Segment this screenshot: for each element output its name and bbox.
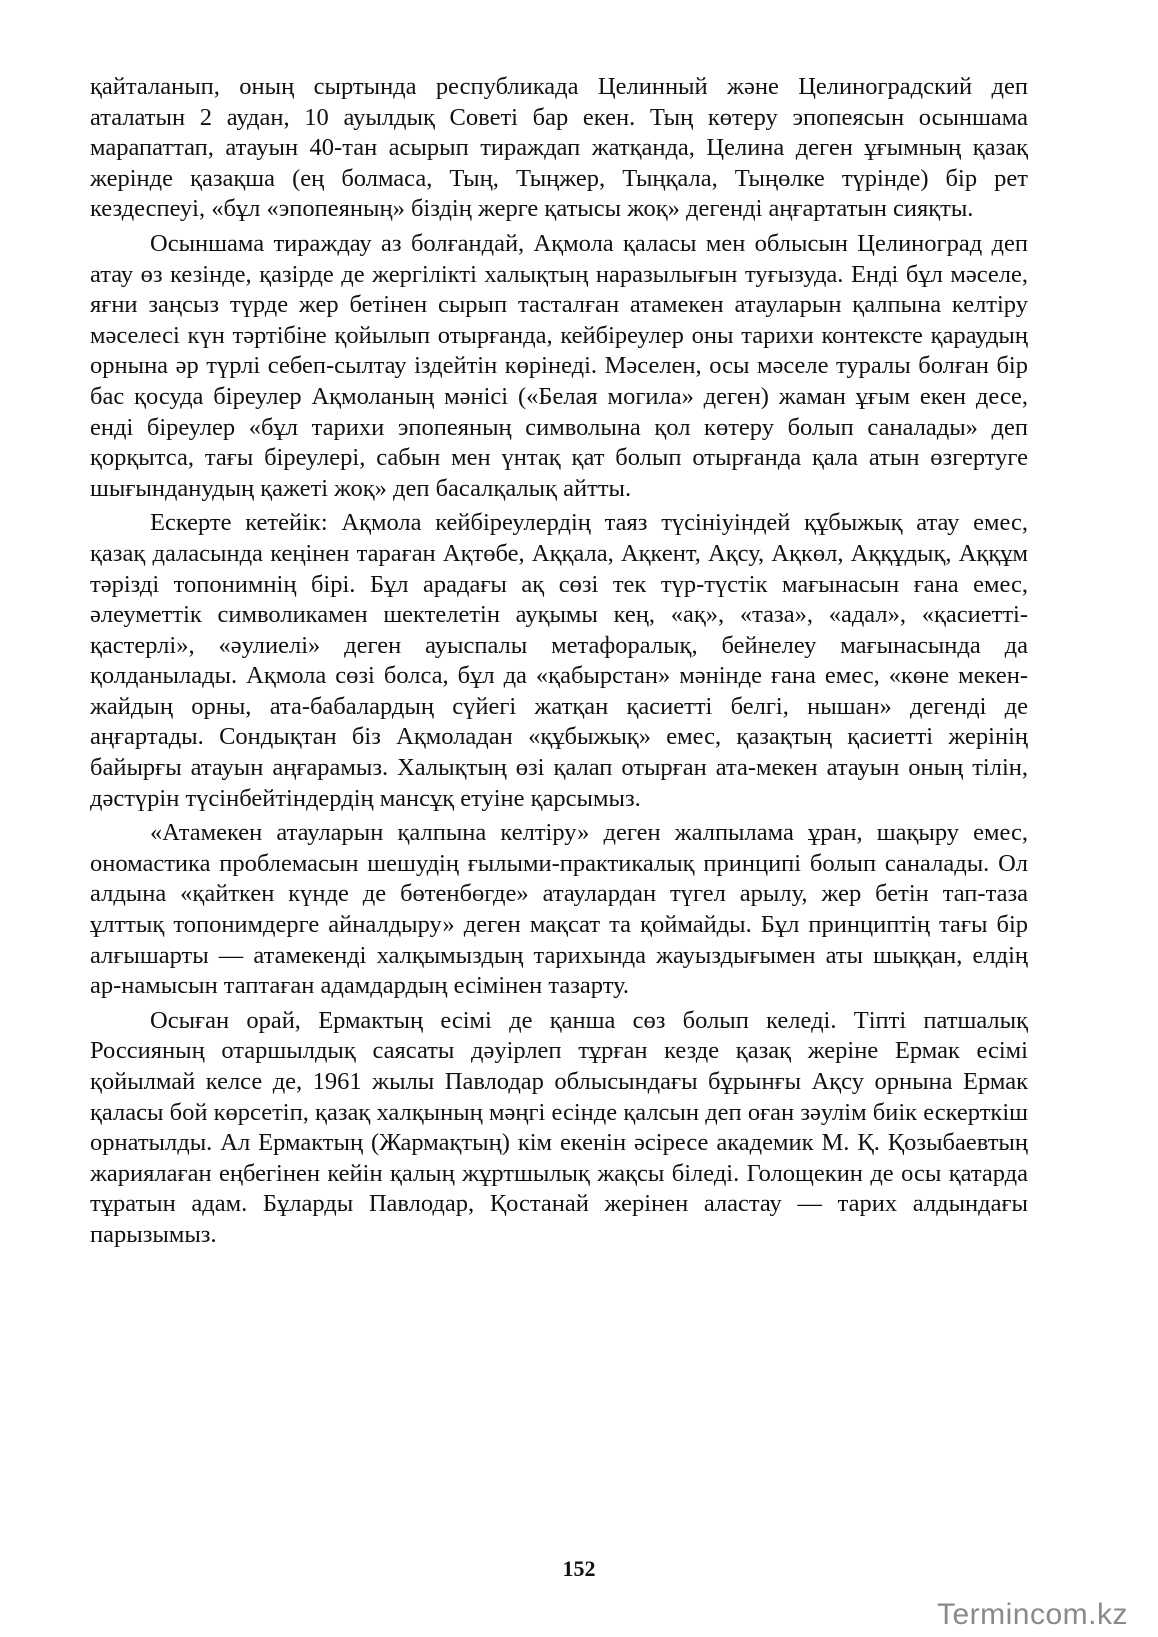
page-number: 152: [562, 1556, 596, 1581]
paragraph-3: Ескерте кетейік: Ақмола кейбіреулердің таяз түсініуіндей құбыжық атау емес, қазақ даласында кеңінен тараған Ақтөбе, Аққала, Ақкент, Ақсу, Ақкөл, Аққұдық, Аққұм тәрізді топонимнің бірі. Бұл арадағы ақ сөзі тек түр-түстік мағынасын ғана емес, әлеуметтік символикамен шектелетін ауқымы кең, «ақ», «таза», «адал», «қасиетті-қастерлі», «әулиелі» деген ауыспалы метафоралық, бейнелеу мағынасында да қолданылады. Ақмола сөзі болса, бұл да «қабырстан» мәнінде ғана емес, «көне мекен-жайдың орны, ата-бабалардың сүйегі жатқан қасиетті белгі, нышан» дегенді де аңғартады. Сондықтан біз Ақмоладан «құбыжық» емес, қазақтың қасиетті жерінің байырғы атауын аңғарамыз. Халықтың өзі қалап отырған ата-мекен атауын оның тілін, дәстүрін түсінбейтіндердің мансұқ етуіне қарсымыз.: [90, 509, 1028, 812]
paragraph-5: Осыған орай, Ермактың есімі де қанша сөз болып келеді. Тіпті патшалық Россияның отаршылдық саясаты дәуірлеп тұрған кезде қазақ жеріне Ермак есімі қойылмай келсе де, 1961 жылы Павлодар облысындағы бұрынғы Ақсу орнына Ермак қаласы бой көрсетіп, қазақ халқының мәңгі есінде қалсын деп оған зәулім биік ескерткіш орнатылды. Ал Ермактың (Жармақтың) кім екенін әсіресе академик М. Қ. Қозыбаевтың жариялаған еңбегінен кейін қалың жұртшылық жақсы біледі. Голощекин де осы қатарда тұратын адам. Бұларды Павлодар, Қостанай жерінен аластау — тарих алдындағы парызымыз.: [90, 1006, 1028, 1248]
watermark: Termincom.kz: [936, 1598, 1128, 1631]
paragraph-1: қайталанып, оның сыртында республикада Целинный және Целиноградский деп аталатын 2 аудан, 10 ауылдық Советі бар екен. Тың көтеру эпопеясын осыншама марапаттап, атауын 40-тан асырып тираждап жатқанда, Целина деген ұғымның қазақ жерінде қазақша (ең болмаса, Тың, Тыңжер, Тыңқала, Тыңөлке түрінде) бір рет кездеспеуі, «бұл «эпопеяның» біздің жерге қатысы жоқ» дегенді аңғартатын сияқты.: [90, 73, 1028, 223]
paragraph-2: Осыншама тираждау аз болғандай, Ақмола қаласы мен облысын Целиноград деп атау өз кезінде, қазірде де жергілікті халықтың наразылығын туғызуда. Енді бұл мәселе, яғни заңсыз түрде жер бетінен сырып тасталған атамекен атауларын қалпына келтіру мәселесі күн тәртібіне қойылып отырғанда, кейбіреулер оны тарихи контексте қараудың орнына әр түрлі себеп-сылтау іздейтін көрінеді. Мәселен, осы мәселе туралы болған бір бас қосуда біреулер Ақмоланың мәнісі («Белая могила» деген) жаман ұғым екен десе, енді біреулер «бұл тарихи эпопеяның символына қол көтеру болып саналады» деп қорқытса, тағы біреулері, сабын мен үнтақ қат болып отырғанда қала атын өзгертуге шығынданудың қажеті жоқ» деп басалқалық айтты.: [90, 229, 1028, 502]
page-body: [90, 72, 1028, 1255]
paragraph-4: «Атамекен атауларын қалпына келтіру» деген жалпылама ұран, шақыру емес, ономастика проблемасын шешудің ғылыми-практикалық принципі болып саналады. Ол алдына «қайткен күнде де бөтенбөгде» атаулардан түгел арылу, жер бетін тап-таза ұлттық топонимдерге айналдыру» деген мақсат та қоймайды. Бұл принциптің тағы бір алғышарты — атамекенді халқымыздың тарихында жауыздығымен аты шыққан, елдің ар-намысын таптаған адамдардың есімінен тазарту.: [90, 819, 1028, 1000]
